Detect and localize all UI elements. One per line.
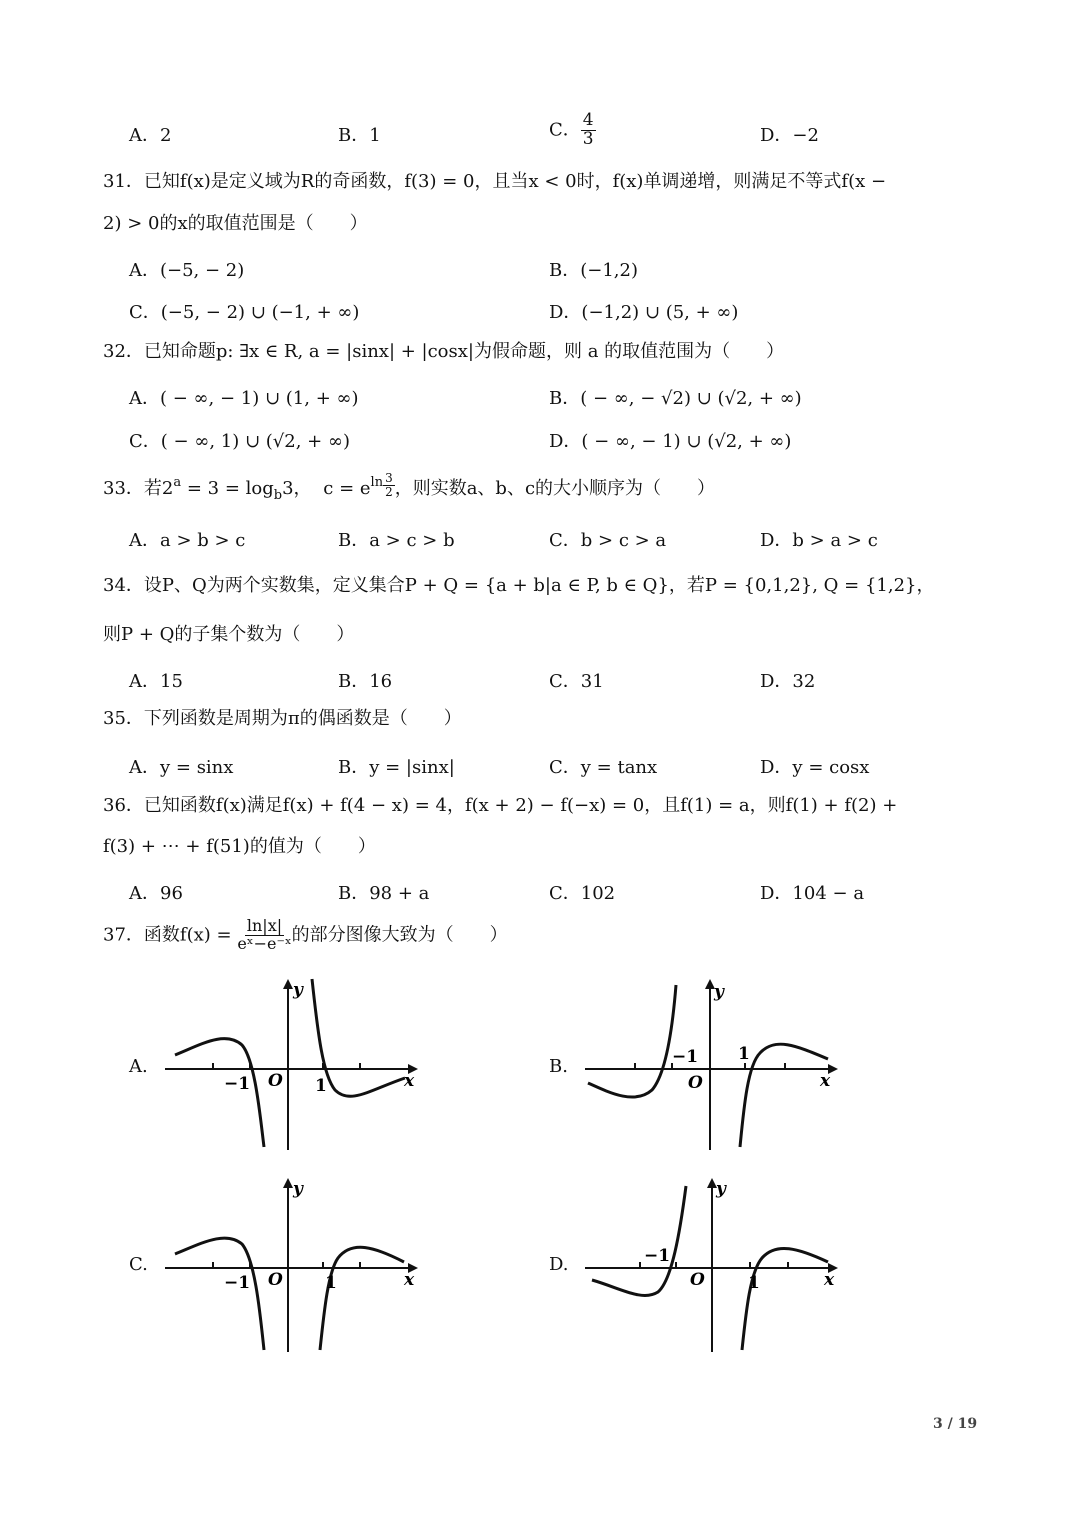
- origin-label: O: [268, 1071, 283, 1091]
- neg-one-label: −1: [644, 1246, 671, 1266]
- origin-label: O: [268, 1270, 283, 1290]
- one-label: 1: [738, 1044, 750, 1064]
- q37-suffix: 的部分图像大致为（ ）: [291, 924, 508, 946]
- q37-fraction: [237, 918, 291, 953]
- y-label: y: [716, 1179, 726, 1199]
- q34-option-a: A．15: [129, 671, 183, 692]
- fraction-denominator: 3: [582, 128, 594, 149]
- y-label: y: [293, 980, 303, 1000]
- q31-option-b: B．(−1,2): [549, 260, 638, 281]
- page-number: 3 / 19: [933, 1416, 978, 1432]
- one-label: 1: [325, 1273, 337, 1293]
- q36-option-d: D．104 − a: [760, 883, 865, 904]
- graph-b-option: B.: [549, 1056, 568, 1077]
- q35-option-c: C．y = tanx: [549, 757, 658, 778]
- q31-option-a: A．(−5, − 2): [129, 260, 245, 281]
- graph-a-option: A.: [129, 1056, 148, 1077]
- curve-left: [175, 1039, 264, 1147]
- q33-prefix: 33．若2: [103, 478, 174, 499]
- q36-stem-line1: 36．已知函数f(x)满足f(x) + f(4 − x) = 4，f(x + 2) − f(−x) = 0，且f(1) = a，则f(1) + f(2) +: [103, 795, 898, 816]
- curve-right: [320, 1247, 404, 1350]
- q30-option-c: [549, 112, 596, 149]
- q36-option-a: A．96: [129, 883, 183, 904]
- y-arrow-icon: [283, 979, 293, 989]
- q33-log-base: b: [273, 488, 283, 503]
- x-label: x: [824, 1270, 835, 1290]
- origin-label: O: [690, 1270, 705, 1290]
- q34-stem-line1: 34．设P、Q为两个实数集，定义集合P + Q = {a + b|a ∈ P, b ∈ Q}，若P = {0,1,2}, Q = {1,2}，: [103, 575, 935, 596]
- q32-option-b: B．( − ∞, − √2) ∪ (√2, + ∞): [549, 388, 802, 409]
- q35-option-b: B．y = |sinx|: [338, 757, 455, 778]
- fraction-denominator: 2: [385, 484, 393, 499]
- y-label: y: [293, 1179, 303, 1199]
- y-label: y: [714, 982, 724, 1002]
- q31-option-c: C．(−5, − 2) ∪ (−1, + ∞): [129, 302, 360, 323]
- q30-option-b: B．1: [338, 125, 381, 146]
- graph-d: [580, 1172, 850, 1357]
- q32-option-a: A．( − ∞, − 1) ∪ (1, + ∞): [129, 388, 359, 409]
- curve-right: [742, 1248, 828, 1350]
- q31-stem-line2: 2) > 0的x的取值范围是（ ）: [103, 213, 368, 234]
- q36-option-b: B．98 + a: [338, 883, 430, 904]
- q36-stem-line2: f(3) + ⋯ + f(51)的值为（ ）: [103, 836, 376, 857]
- q33-mid: = 3 = log: [181, 478, 274, 499]
- neg-one-label: −1: [672, 1047, 699, 1067]
- q32-option-c: C．( − ∞, 1) ∪ (√2, + ∞): [129, 431, 350, 452]
- q33-option-d: D．b > a > c: [760, 530, 878, 551]
- q33-ln: ln: [370, 475, 384, 490]
- q35-option-d: D．y = cosx: [760, 757, 870, 778]
- q33-option-c: C．b > c > a: [549, 530, 667, 551]
- q33-c-expression: c = e: [323, 478, 371, 499]
- curve-right: [740, 1044, 828, 1147]
- q30-option-d: D．−2: [760, 125, 819, 146]
- neg-one-label: −1: [224, 1273, 251, 1293]
- q33-exponent: a: [173, 475, 182, 490]
- one-label: 1: [315, 1076, 327, 1096]
- neg-one-label: −1: [224, 1074, 251, 1094]
- fraction-denominator: eˣ−e⁻ˣ: [237, 933, 292, 953]
- graph-a: [160, 975, 430, 1155]
- origin-label: O: [688, 1073, 703, 1093]
- q32-option-d: D．( − ∞, − 1) ∪ (√2, + ∞): [549, 431, 792, 452]
- q36-option-c: C．102: [549, 883, 616, 904]
- q33-option-b: B．a > c > b: [338, 530, 455, 551]
- fraction-numerator: 4: [582, 110, 594, 130]
- curve-left: [592, 1186, 686, 1295]
- one-label: 1: [748, 1273, 760, 1293]
- graph-d-option: D.: [549, 1254, 569, 1275]
- q30-option-c-fraction: [581, 112, 596, 149]
- q33-stem: [103, 472, 715, 504]
- x-label: x: [820, 1071, 831, 1091]
- q37-prefix: 37．函数f(x) =: [103, 924, 232, 946]
- y-arrow-icon: [283, 1178, 293, 1188]
- curve-left: [175, 1238, 264, 1350]
- curve-left: [588, 985, 676, 1097]
- x-label: x: [404, 1270, 415, 1290]
- q34-option-b: B．16: [338, 671, 393, 692]
- graph-b: [580, 975, 850, 1155]
- q35-option-a: A．y = sinx: [129, 757, 234, 778]
- q34-option-c: C．31: [549, 671, 604, 692]
- q34-option-d: D．32: [760, 671, 816, 692]
- fraction-numerator: 3: [385, 471, 393, 485]
- q30-option-c-label: C．: [549, 119, 581, 141]
- q33-option-a: A．a > b > c: [129, 530, 246, 551]
- q32-stem: 32．已知命题p: ∃x ∈ R, a = |sinx| + |cosx|为假命题，则 a 的取值范围为（ ）: [103, 341, 785, 362]
- q37-stem: [103, 918, 508, 953]
- q31-stem-line1: 31．已知f(x)是定义域为R的奇函数，f(3) = 0，且当x < 0时，f(x)单调递增，则满足不等式f(x −: [103, 171, 887, 192]
- graph-c-option: C.: [129, 1254, 148, 1275]
- q30-option-a: A．2: [129, 125, 172, 146]
- q33-c-exponent: [370, 471, 395, 499]
- graph-c: [160, 1172, 430, 1357]
- q33-exponent-fraction: [383, 472, 395, 498]
- q34-stem-line2: 则P + Q的子集个数为（ ）: [103, 624, 355, 645]
- q31-option-d: D．(−1,2) ∪ (5, + ∞): [549, 302, 739, 323]
- q33-suffix: ，则实数a、b、c的大小顺序为（ ）: [394, 478, 716, 499]
- q35-stem: 35．下列函数是周期为π的偶函数是（ ）: [103, 708, 462, 729]
- fraction-numerator: ln|x|: [246, 916, 283, 935]
- q33-after-log: 3，: [282, 478, 312, 499]
- x-label: x: [404, 1071, 415, 1091]
